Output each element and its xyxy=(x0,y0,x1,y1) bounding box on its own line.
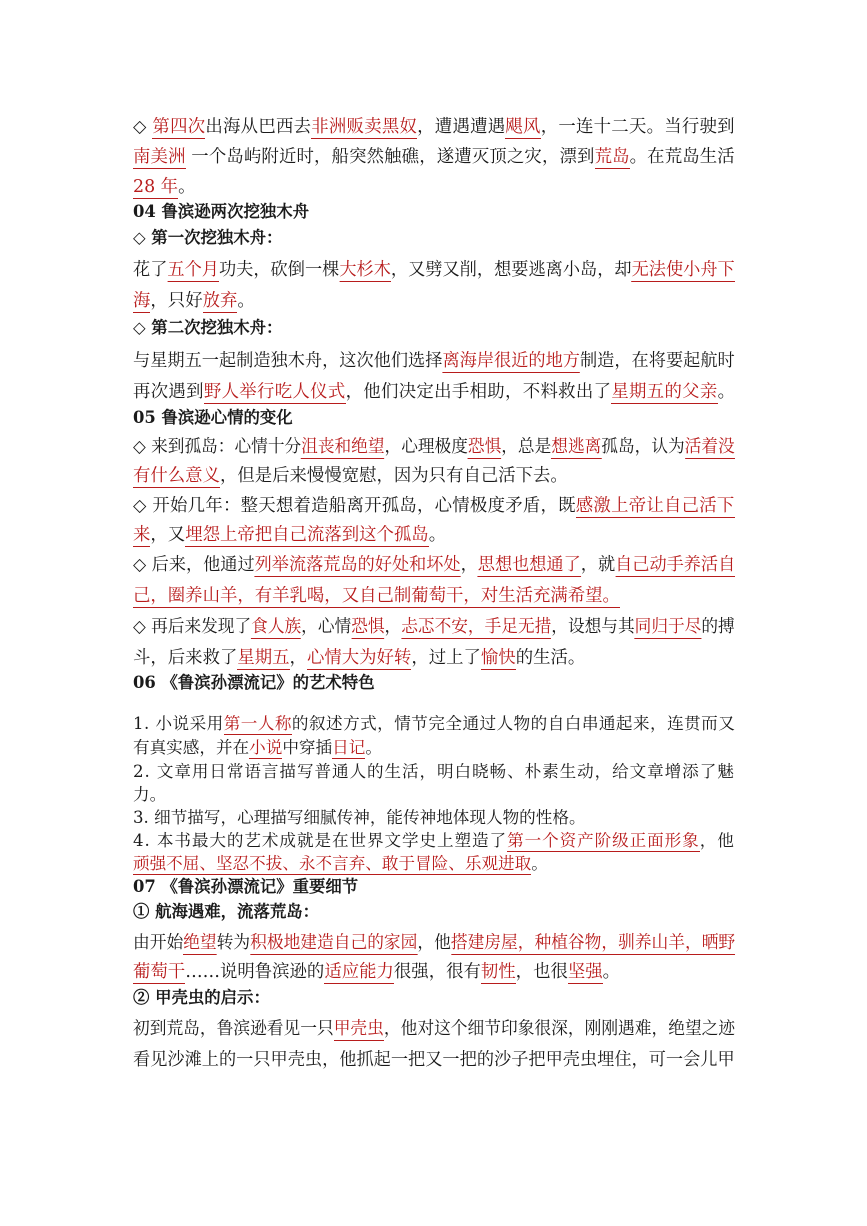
text-segment: 很强，很有 xyxy=(393,962,481,982)
section-heading xyxy=(133,226,282,250)
text-segment: ，他们决定出手相助，不料救出了 xyxy=(345,382,612,402)
section-heading xyxy=(133,316,282,340)
answer-highlight: 食人族 xyxy=(251,617,302,637)
text-segment: ◇ 后来，他通过 xyxy=(133,555,255,575)
text-segment: 中穿插 xyxy=(282,738,333,757)
answer-highlight: 葡萄干 xyxy=(133,962,186,982)
text-line xyxy=(133,255,735,285)
text-segment: ，又 xyxy=(150,525,186,545)
text-segment: 04 鲁滨逊两次挖独木舟 xyxy=(133,202,310,221)
answer-highlight: 己，圈养山羊，有羊乳喝，又自己制葡萄干，对生活充满希望。 xyxy=(133,586,620,606)
text-segment: ，他对这个细节印象很深，刚刚遇难，绝望之迹 xyxy=(383,1019,736,1039)
text-segment: ，设想与其 xyxy=(551,617,635,637)
answer-highlight: 甲壳虫 xyxy=(333,1019,384,1039)
text-segment: 07 《鲁滨孙漂流记》重要细节 xyxy=(133,877,359,896)
answer-highlight: 离海岸很近的地方 xyxy=(442,351,580,371)
text-segment: ，又劈又削，想要逃离小岛，却 xyxy=(390,260,632,280)
answer-highlight: 南美洲 xyxy=(133,147,186,167)
text-segment: ，总是 xyxy=(501,437,552,457)
text-segment: ，过上了 xyxy=(411,648,481,668)
answer-highlight: 来 xyxy=(133,525,151,545)
text-segment: 孤岛，认为 xyxy=(601,437,685,457)
answer-highlight: 积极地建造自己的家园 xyxy=(250,933,418,953)
text-segment: 一个岛屿附近时，船突然触礁，遂遭灭顶之灾，漂到 xyxy=(185,147,595,167)
text-segment: 力。 xyxy=(133,785,167,804)
answer-highlight: 第一人称 xyxy=(223,714,292,733)
text-segment: ◇ xyxy=(133,117,153,137)
text-line xyxy=(133,643,585,673)
section-heading xyxy=(133,986,270,1010)
text-segment: 再次遇到 xyxy=(133,382,204,402)
answer-highlight: 坚强 xyxy=(567,962,603,982)
text-line xyxy=(133,550,735,580)
text-segment: ◇ 第二次挖独木舟： xyxy=(133,318,283,337)
text-segment: 。 xyxy=(531,854,548,873)
answer-highlight: 海 xyxy=(133,291,151,311)
text-line xyxy=(133,1045,735,1075)
answer-highlight: 感激上帝让自己活下 xyxy=(575,496,735,516)
text-segment: ， xyxy=(384,617,402,637)
answer-highlight: 顽强不屈、坚忍不拔、永不言弃、敢于冒险、乐观进取 xyxy=(133,854,532,873)
text-segment: 。 xyxy=(237,291,255,311)
text-segment: 的叙述方式，情节完全通过人物的自白串通起来，连贯而又 xyxy=(291,714,736,733)
text-segment: 看见沙滩上的一只甲壳虫，他抓起一把又一把的沙子把甲壳虫埋住，可一会儿甲 xyxy=(133,1050,735,1070)
text-line xyxy=(133,928,735,958)
text-segment: ◇ 来到孤岛：心情十分 xyxy=(133,437,302,457)
text-line xyxy=(133,612,735,642)
answer-highlight: 第一个资产阶级正面形象 xyxy=(507,831,700,850)
text-line xyxy=(133,807,586,829)
answer-highlight: 荒岛 xyxy=(594,147,630,167)
text-line xyxy=(133,432,735,462)
answer-highlight: 想逃离 xyxy=(551,437,602,457)
text-segment: 。 xyxy=(602,962,621,982)
text-segment: 初到荒岛，鲁滨逊看见一只 xyxy=(133,1019,334,1039)
text-segment: ，他 xyxy=(417,933,451,953)
text-segment: ，也很 xyxy=(515,962,568,982)
text-line xyxy=(133,1014,735,1044)
answer-highlight: 日记 xyxy=(332,738,366,757)
text-segment: ，遭遇遭遇 xyxy=(417,117,506,137)
text-segment: 3. 细节描写，心理描写细腻传神，能传神地体现人物的性格。 xyxy=(133,808,586,827)
text-segment: 06 《鲁滨孙漂流记》的艺术特色 xyxy=(133,673,375,692)
text-line xyxy=(133,761,735,783)
answer-highlight: 绝望 xyxy=(183,933,217,953)
answer-highlight: 星期五 xyxy=(237,648,290,668)
section-heading xyxy=(133,875,358,899)
text-segment: 有真实感，并在 xyxy=(133,738,250,757)
text-segment: 花了 xyxy=(133,260,168,280)
text-line xyxy=(133,713,735,735)
text-line xyxy=(133,784,166,806)
text-segment: ，心情 xyxy=(301,617,352,637)
text-segment: 1. 小说采用 xyxy=(133,714,224,733)
answer-highlight: 放弃 xyxy=(202,291,238,311)
text-segment: 05 鲁滨逊心情的变化 xyxy=(133,408,293,427)
text-segment: 由开始 xyxy=(133,933,184,953)
answer-highlight: 星期五的父亲 xyxy=(611,382,718,402)
text-segment: ① 航海遇难，流落荒岛： xyxy=(133,902,320,921)
text-line xyxy=(133,737,382,759)
answer-highlight: 适应能力 xyxy=(324,962,394,982)
text-segment: ，他 xyxy=(699,831,735,850)
text-line xyxy=(133,853,548,875)
answer-highlight: 第四次 xyxy=(152,117,206,137)
answer-highlight: 非洲贩卖黑奴 xyxy=(311,117,418,137)
answer-highlight: 无法使小舟下 xyxy=(631,260,735,280)
answer-highlight: 活着没 xyxy=(684,437,735,457)
answer-highlight: 心情大为好转 xyxy=(306,648,412,668)
answer-highlight: 恐惧 xyxy=(467,437,502,457)
answer-highlight: 大杉木 xyxy=(339,260,391,280)
text-line xyxy=(133,957,620,987)
answer-highlight: 搭建房屋，种植谷物，驯养山羊，晒野 xyxy=(450,933,736,953)
text-segment: 与星期五一起制造独木舟，这次他们选择 xyxy=(133,351,443,371)
text-line xyxy=(133,172,195,202)
text-line xyxy=(133,112,735,142)
answer-highlight: 有什么意义 xyxy=(133,466,220,486)
text-segment: ， xyxy=(460,555,478,575)
text-line xyxy=(133,346,735,376)
text-line xyxy=(133,581,620,611)
answer-highlight: 思想也想通了 xyxy=(477,555,581,575)
text-segment: 。 xyxy=(428,525,447,545)
answer-highlight: 小说 xyxy=(249,738,283,757)
text-line xyxy=(133,520,446,550)
text-segment: ……说明鲁滨逊的 xyxy=(185,962,325,982)
answer-highlight: 自己动手养活自 xyxy=(615,555,736,575)
answer-highlight: 韧性 xyxy=(480,962,516,982)
text-segment: ◇ 再后来发现了 xyxy=(133,617,252,637)
text-segment: 。 xyxy=(717,382,736,402)
text-line xyxy=(133,491,735,521)
text-segment: 。在荒岛生活 xyxy=(629,147,735,167)
answer-highlight: 列举流落荒岛的好处和坏处 xyxy=(254,555,461,575)
text-segment: 4. 本书最大的艺术成就是在世界文学史上塑造了 xyxy=(133,831,508,850)
text-line xyxy=(133,377,735,407)
text-segment: 出海从巴西去 xyxy=(205,117,312,137)
text-segment: 的搏 xyxy=(701,617,735,637)
text-line xyxy=(133,142,735,172)
text-segment: ，就 xyxy=(580,555,616,575)
answer-highlight: 埋怨上帝把自己流落到这个孤岛 xyxy=(185,525,429,545)
text-segment: ◇ 第一次挖独木舟： xyxy=(133,228,283,247)
text-segment: ， xyxy=(289,648,307,668)
text-segment: 制造，在将要起航时 xyxy=(579,351,735,371)
text-segment: 斗，后来救了 xyxy=(133,648,238,668)
text-line xyxy=(133,461,568,491)
text-segment: 2. 文章用日常语言描写普通人的生活，明白晓畅、朴素生动，给文章增添了魅 xyxy=(133,762,735,781)
section-heading xyxy=(133,406,293,430)
answer-highlight: 飓风 xyxy=(505,117,541,137)
text-segment: ，一连十二天。当行驶到 xyxy=(540,117,735,137)
text-segment: ，但是后来慢慢宽慰，因为只有自己活下去。 xyxy=(219,466,568,486)
text-segment: 。 xyxy=(178,177,196,197)
answer-highlight: 忐忑不安，手足无措 xyxy=(401,617,552,637)
section-heading xyxy=(133,900,319,924)
answer-highlight: 野人举行吃人仪式 xyxy=(203,382,346,402)
text-segment: ② 甲壳虫的启示： xyxy=(133,988,270,1007)
text-segment: 。 xyxy=(365,738,382,757)
answer-highlight: 同归于尽 xyxy=(634,617,702,637)
answer-highlight: 沮丧和绝望 xyxy=(301,437,385,457)
text-segment: ，心理极度 xyxy=(384,437,468,457)
answer-highlight: 恐惧 xyxy=(351,617,385,637)
text-segment: 的生活。 xyxy=(515,648,586,668)
text-segment: 转为 xyxy=(216,933,251,953)
answer-highlight: 28 年 xyxy=(133,177,179,197)
section-heading xyxy=(133,671,375,695)
section-heading xyxy=(133,200,309,224)
text-line xyxy=(133,830,735,852)
text-segment: 功夫，砍倒一棵 xyxy=(218,260,340,280)
text-segment: ，只好 xyxy=(150,291,203,311)
text-segment: ◇ 开始几年：整天想着造船离开孤岛，心情极度矛盾，既 xyxy=(133,496,576,516)
text-line xyxy=(133,286,255,316)
answer-highlight: 愉快 xyxy=(480,648,516,668)
answer-highlight: 五个月 xyxy=(167,260,219,280)
